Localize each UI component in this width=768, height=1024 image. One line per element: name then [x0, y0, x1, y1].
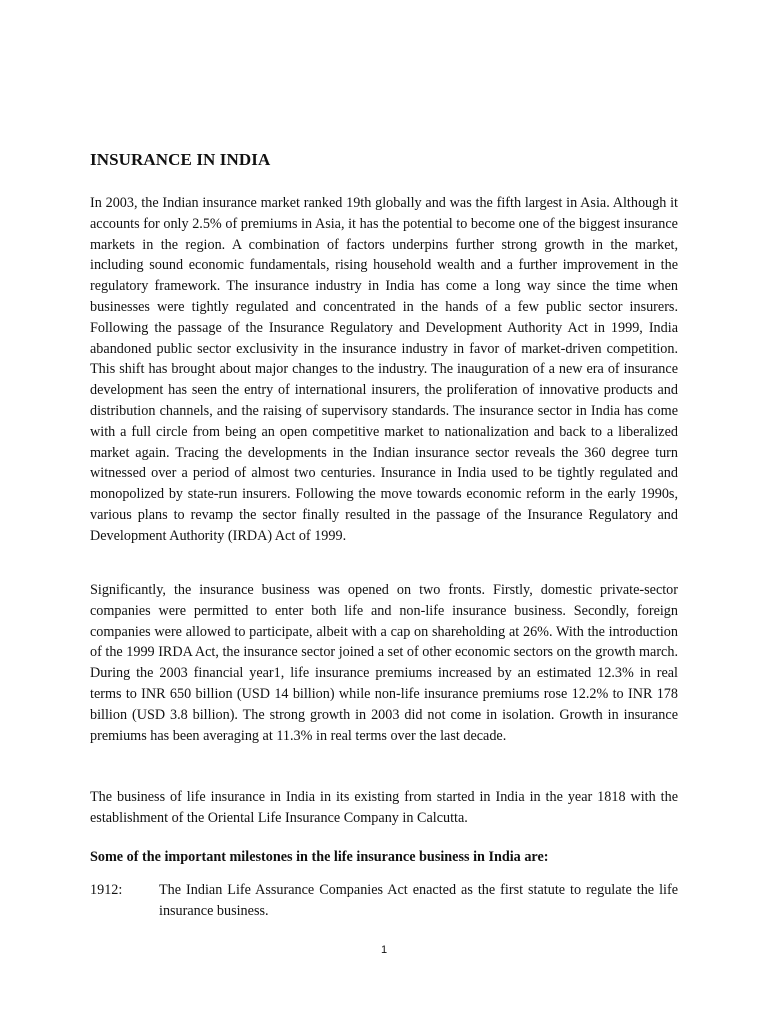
milestone-year: 1912: [90, 882, 123, 898]
document-title: INSURANCE IN INDIA [90, 150, 271, 169]
paragraph-liberalization: Significantly, the insurance business was opened on two fronts. Firstly, domestic private-sector companies were permitted to enter both life and non-life insurance business. Secondly, foreign companies were allowed to participate, albeit with a cap on shareholding at 26%. With the introduction of the 1999 IRDA Act, the insurance sector joined a set of other economic sectors on the growth march. During the 2003 financial year1, life insurance premiums increased by an estimated 12.3% in real terms to INR 650 billion (USD 14 billion) while non-life insurance premiums rose 12.2% to INR 178 billion (USD 3.8 billion). The strong growth in 2003 did not come in isolation. Growth in insurance premiums has been averaging at 11.3% in real terms over the last decade. [90, 582, 678, 744]
milestones-heading: Some of the important milestones in the life insurance business in India are: [90, 849, 549, 865]
milestone-text: The Indian Life Assurance Companies Act enacted as the first statute to regulate the life insurance business. [159, 882, 678, 919]
page-number: 1 [380, 944, 388, 956]
paragraph-market-overview: In 2003, the Indian insurance market ranked 19th globally and was the fifth largest in Asia. Although it accounts for only 2.5% of premiums in Asia, it has the potential to become one of the biggest insurance markets in the region. A combination of factors underpins further strong growth in the market, including sound economic fundamentals, rising household wealth and a further improvement in the regulatory framework. The insurance industry in India has come a long way since the time when businesses were tightly regulated and concentrated in the hands of a few public sector insurers. Following the passage of the Insurance Regulatory and Development Authority Act in 1999, India abandoned public sector exclusivity in the insurance industry in favor of market-driven competition. This shift has brought about major changes to the industry. The inauguration of a new era of insurance development has seen the entry of international insurers, the proliferation of innovative products and distribution channels, and the raising of supervisory standards. The insurance sector in India has come with a full circle from being an open competitive market to nationalization and back to a liberalized market again. Tracing the developments in the Indian insurance sector reveals the 360 degree turn witnessed over a period of almost two centuries. Insurance in India used to be tightly regulated and monopolized by state-run insurers. Following the move towards economic reform in the early 1990s, various plans to revamp the sector finally resulted in the passage of the Insurance Regulatory and Development Authority (IRDA) Act of 1999. [90, 195, 678, 544]
document-page [90, 0, 678, 1024]
milestone-item [90, 880, 678, 922]
paragraph-history: The business of life insurance in India in its existing from started in India in the year 1818 with the establishment of the Oriental Life Insurance Company in Calcutta. [90, 789, 678, 826]
